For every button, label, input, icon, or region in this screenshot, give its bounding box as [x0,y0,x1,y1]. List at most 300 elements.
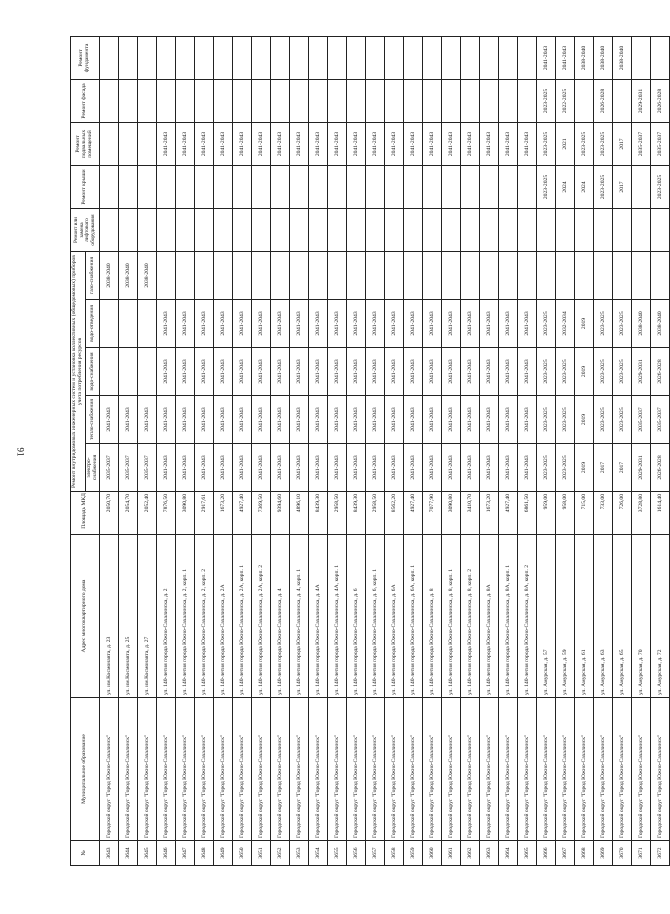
cell-foundation [138,37,157,80]
cell-basement: 2023-2025 [575,123,594,166]
table-row [271,37,290,866]
cell-address: ул. Амурская, д. 70 [632,535,651,698]
cell-num: 3651 [252,841,271,866]
cell-address: ул. им.Космонавта, д. 27 [138,535,157,698]
cell-drain: 2041-2043 [271,300,290,348]
cell-roof [518,166,537,209]
header-num: № [71,841,100,866]
cell-area: 7077,90 [423,492,442,535]
cell-electro: 2041-2043 [366,444,385,492]
cell-foundation: 2041-2043 [556,37,575,80]
cell-municipality: Городской округ "Город Южно-Сахалинск" [138,698,157,841]
cell-address: ул. Амурская, д. 57 [537,535,556,698]
cell-roof [385,166,404,209]
cell-drain [138,300,157,348]
cell-area: 958,00 [556,492,575,535]
cell-facade [404,80,423,123]
cell-facade [575,80,594,123]
cell-num: 3660 [423,841,442,866]
cell-address: ул. 140-летия города Южно-Сахалинска, д. 4, корп. 1 [290,535,309,698]
table-row [157,37,176,866]
cell-basement: 2035-2037 [651,123,670,166]
cell-water: 2041-2043 [328,348,347,396]
table-row [119,37,138,866]
cell-basement: 2041-2043 [309,123,328,166]
cell-gas [461,252,480,300]
cell-municipality: Городской округ "Город Южно-Сахалинск" [480,698,499,841]
cell-roof: 2023-2025 [594,166,613,209]
cell-facade [290,80,309,123]
cell-foundation [423,37,442,80]
table-row [309,37,328,866]
cell-facade [480,80,499,123]
cell-address: ул. 140-летия города Южно-Сахалинска, д. 2, корп. 2 [195,535,214,698]
cell-basement: 2041-2043 [423,123,442,166]
cell-roof [290,166,309,209]
cell-area: 2052,40 [138,492,157,535]
cell-elevator [366,209,385,252]
cell-address: ул. 140-летия города Южно-Сахалинска, д. 4 [271,535,290,698]
cell-facade [518,80,537,123]
cell-municipality: Городской округ "Город Южно-Сахалинск" [632,698,651,841]
cell-basement: 2041-2043 [518,123,537,166]
cell-elevator [651,209,670,252]
cell-address: ул. 140-летия города Южно-Сахалинска, д. 8, корп. 1 [442,535,461,698]
header-foundation: Ремонт фундамента [71,37,100,80]
cell-drain [100,300,119,348]
cell-facade [328,80,347,123]
cell-elevator [195,209,214,252]
cell-elevator [157,209,176,252]
cell-foundation: 2038-2040 [594,37,613,80]
cell-heat: 2041-2043 [328,396,347,444]
cell-facade [233,80,252,123]
cell-heat: 2041-2043 [385,396,404,444]
cell-roof [252,166,271,209]
cell-drain: 2019 [575,300,594,348]
cell-municipality: Городской округ "Город Южно-Сахалинск" [176,698,195,841]
cell-gas: 2038-2040 [100,252,119,300]
table-row [347,37,366,866]
cell-basement [138,123,157,166]
cell-num: 3671 [632,841,651,866]
cell-facade [461,80,480,123]
cell-municipality: Городской округ "Город Южно-Сахалинск" [233,698,252,841]
cell-area: 7369,50 [252,492,271,535]
page-number: 91 [15,447,26,457]
cell-roof: 2023-2025 [537,166,556,209]
cell-municipality: Городской округ "Город Южно-Сахалинск" [594,698,613,841]
table-row [613,37,632,866]
cell-facade: 2026-2028 [594,80,613,123]
cell-foundation: 2038-2040 [613,37,632,80]
table-row [632,37,651,866]
cell-num: 3665 [518,841,537,866]
table-row [499,37,518,866]
cell-municipality: Городской округ "Город Южно-Сахалинск" [309,698,328,841]
cell-address: ул. 140-летия города Южно-Сахалинска, д. 8А, корп. 2 [518,535,537,698]
cell-facade [195,80,214,123]
cell-num: 3657 [366,841,385,866]
cell-address: ул. Амурская, д. 65 [613,535,632,698]
cell-gas [556,252,575,300]
cell-roof [461,166,480,209]
cell-heat: 2041-2043 [461,396,480,444]
cell-elevator [499,209,518,252]
cell-drain: 2041-2043 [461,300,480,348]
cell-heat: 2023-2025 [537,396,556,444]
cell-foundation [347,37,366,80]
cell-heat: 2023-2025 [613,396,632,444]
cell-electro: 2041-2043 [309,444,328,492]
cell-electro: 2035-2037 [119,444,138,492]
table-row [518,37,537,866]
cell-roof [100,166,119,209]
cell-elevator [575,209,594,252]
table-row [651,37,670,866]
cell-elevator [233,209,252,252]
table-row [100,37,119,866]
cell-water [100,348,119,396]
cell-municipality: Городской округ "Город Южно-Сахалинск" [461,698,480,841]
cell-area: 4927,40 [233,492,252,535]
cell-elevator [632,209,651,252]
cell-electro: 2041-2043 [461,444,480,492]
cell-heat: 2041-2043 [347,396,366,444]
cell-water: 2023-2025 [594,348,613,396]
cell-municipality: Городской округ "Город Южно-Сахалинск" [499,698,518,841]
table-row [366,37,385,866]
cell-area: 8562,20 [385,492,404,535]
cell-area: 2054,70 [119,492,138,535]
cell-water: 2041-2043 [271,348,290,396]
header-area: Площадь МКД [71,492,100,535]
cell-municipality: Городской округ "Город Южно-Сахалинск" [157,698,176,841]
cell-facade [271,80,290,123]
cell-basement: 2041-2043 [176,123,195,166]
cell-foundation: 2038-2040 [575,37,594,80]
cell-gas [157,252,176,300]
cell-roof [632,166,651,209]
cell-num: 3663 [480,841,499,866]
cell-num: 3656 [347,841,366,866]
cell-num: 3649 [214,841,233,866]
cell-basement: 2041-2043 [385,123,404,166]
cell-drain: 2032-2034 [556,300,575,348]
cell-num: 3645 [138,841,157,866]
cell-area: 4927,40 [404,492,423,535]
cell-gas [347,252,366,300]
cell-drain: 2038-2040 [632,300,651,348]
cell-address: ул. Амурская, д. 63 [594,535,613,698]
table-row [214,37,233,866]
cell-foundation [499,37,518,80]
cell-num: 3659 [404,841,423,866]
cell-electro: 2041-2043 [480,444,499,492]
cell-drain: 2041-2043 [290,300,309,348]
header-drain: водо-отведения [85,300,100,348]
cell-water: 2029-2031 [632,348,651,396]
cell-num: 3644 [119,841,138,866]
cell-roof: 2024 [575,166,594,209]
cell-gas [423,252,442,300]
cell-municipality: Городской округ "Город Южно-Сахалинск" [119,698,138,841]
table-row [290,37,309,866]
cell-roof [138,166,157,209]
cell-drain: 2041-2043 [347,300,366,348]
cell-drain: 2041-2043 [214,300,233,348]
cell-drain: 2023-2025 [613,300,632,348]
cell-area: 4896,10 [290,492,309,535]
cell-basement [119,123,138,166]
cell-electro: 2041-2043 [271,444,290,492]
cell-roof [176,166,195,209]
cell-roof: 2017 [613,166,632,209]
cell-water [119,348,138,396]
cell-facade [613,80,632,123]
cell-municipality: Городской округ "Город Южно-Сахалинск" [195,698,214,841]
cell-heat: 2035-2037 [651,396,670,444]
cell-water: 2041-2043 [366,348,385,396]
cell-elevator [518,209,537,252]
table-row [404,37,423,866]
cell-drain: 2041-2043 [442,300,461,348]
cell-foundation [309,37,328,80]
cell-municipality: Городской округ "Город Южно-Сахалинск" [404,698,423,841]
cell-basement: 2041-2043 [252,123,271,166]
cell-drain: 2041-2043 [480,300,499,348]
cell-municipality: Городской округ "Город Южно-Сахалинск" [442,698,461,841]
cell-elevator [138,209,157,252]
cell-foundation [176,37,195,80]
cell-elevator [214,209,233,252]
cell-elevator [347,209,366,252]
cell-area: 3728,80 [632,492,651,535]
cell-num: 3661 [442,841,461,866]
cell-address: ул. 140-летия города Южно-Сахалинска, д. 6 [347,535,366,698]
cell-elevator [176,209,195,252]
cell-drain: 2041-2043 [366,300,385,348]
cell-basement [100,123,119,166]
cell-address: ул. 140-летия города Южно-Сахалинска, д. 2, корп. 1 [176,535,195,698]
cell-municipality: Городской округ "Город Южно-Сахалинск" [575,698,594,841]
header-address: Адрес многоквартирного дома [71,535,100,698]
cell-heat: 2041-2043 [366,396,385,444]
cell-area: 1673,20 [480,492,499,535]
cell-num: 3650 [233,841,252,866]
header-group: Ремонт внутридомовых инженерных систем и установка коллективных (общедомовых) приборов учета потребления ресурсов [71,252,86,492]
cell-num: 3666 [537,841,556,866]
cell-roof [328,166,347,209]
cell-facade [442,80,461,123]
cell-facade [423,80,442,123]
cell-elevator [423,209,442,252]
cell-gas [233,252,252,300]
cell-basement: 2041-2043 [328,123,347,166]
cell-address: ул. 140-летия города Южно-Сахалинска, д. 8А [480,535,499,698]
cell-electro: 2041-2043 [385,444,404,492]
cell-heat: 2041-2043 [100,396,119,444]
cell-facade [366,80,385,123]
cell-area: 2958,50 [366,492,385,535]
cell-municipality: Городской округ "Город Южно-Сахалинск" [613,698,632,841]
cell-area: 726,00 [613,492,632,535]
cell-electro: 2041-2043 [442,444,461,492]
cell-roof [309,166,328,209]
cell-area: 8439,30 [309,492,328,535]
cell-elevator [271,209,290,252]
cell-water: 2041-2043 [442,348,461,396]
cell-area: 1673,20 [214,492,233,535]
cell-drain: 2041-2043 [176,300,195,348]
cell-drain: 2041-2043 [157,300,176,348]
rotated-page [70,36,663,866]
cell-drain: 2038-2040 [651,300,670,348]
cell-heat: 2041-2043 [214,396,233,444]
cell-foundation [480,37,499,80]
cell-num: 3655 [328,841,347,866]
cell-facade: 2029-2031 [632,80,651,123]
cell-area: 7876,50 [157,492,176,535]
cell-address: ул. Амурская, д. 72 [651,535,670,698]
table-row [252,37,271,866]
cell-elevator [461,209,480,252]
cell-drain: 2041-2043 [404,300,423,348]
cell-water: 2023-2025 [537,348,556,396]
cell-foundation [385,37,404,80]
table-row [461,37,480,866]
cell-area: 4927,40 [499,492,518,535]
header-municipality: Муниципальное образование [71,698,100,841]
cell-roof [480,166,499,209]
cell-facade: 2023-2025 [537,80,556,123]
cell-address: ул. 140-летия города Южно-Сахалинска, д. 6А, корп. 1 [404,535,423,698]
cell-basement: 2041-2043 [271,123,290,166]
cell-area: 8439,30 [347,492,366,535]
cell-roof [119,166,138,209]
table-row [423,37,442,866]
cell-roof [423,166,442,209]
cell-municipality: Городской округ "Город Южно-Сахалинск" [290,698,309,841]
cell-elevator [594,209,613,252]
cell-electro: 2017 [613,444,632,492]
cell-roof [271,166,290,209]
cell-water: 2041-2043 [404,348,423,396]
cell-water: 2041-2043 [214,348,233,396]
cell-num: 3653 [290,841,309,866]
table-row [328,37,347,866]
cell-electro: 2041-2043 [518,444,537,492]
cell-municipality: Городской округ "Город Южно-Сахалинск" [271,698,290,841]
cell-basement: 2035-2037 [632,123,651,166]
table-row [594,37,613,866]
cell-municipality: Городской округ "Город Южно-Сахалинск" [214,698,233,841]
cell-foundation [632,37,651,80]
cell-foundation [366,37,385,80]
cell-facade [385,80,404,123]
cell-water: 2041-2043 [252,348,271,396]
cell-water: 2026-2028 [651,348,670,396]
cell-area: 959,00 [537,492,556,535]
cell-gas [385,252,404,300]
cell-foundation [328,37,347,80]
cell-water: 2041-2043 [518,348,537,396]
cell-roof [233,166,252,209]
header-facade: Ремонт фасада [71,80,100,123]
cell-heat: 2041-2043 [404,396,423,444]
cell-elevator [252,209,271,252]
cell-foundation [290,37,309,80]
cell-basement: 2041-2043 [290,123,309,166]
cell-heat: 2041-2043 [157,396,176,444]
cell-water: 2041-2043 [290,348,309,396]
cell-area: 2958,50 [328,492,347,535]
table-row [195,37,214,866]
cell-water: 2041-2043 [157,348,176,396]
cell-basement: 2041-2043 [157,123,176,166]
cell-heat: 2041-2043 [176,396,195,444]
cell-address: ул. 140-летия города Южно-Сахалинска, д. 4А [309,535,328,698]
cell-address: ул. 140-летия города Южно-Сахалинска, д. 6, корп. 1 [366,535,385,698]
cell-address: ул. 140-летия города Южно-Сахалинска, д. 4А, корп. 1 [328,535,347,698]
cell-heat: 2041-2043 [442,396,461,444]
cell-drain: 2041-2043 [423,300,442,348]
cell-municipality: Городской округ "Город Южно-Сахалинск" [423,698,442,841]
cell-gas: 2038-2040 [119,252,138,300]
cell-municipality: Городской округ "Город Южно-Сахалинск" [100,698,119,841]
cell-electro: 2041-2043 [252,444,271,492]
cell-facade [347,80,366,123]
table-row [556,37,575,866]
cell-address: ул. им.Космонавта, д. 23 [100,535,119,698]
cell-gas [328,252,347,300]
cell-electro: 2035-2037 [138,444,157,492]
cell-gas [651,252,670,300]
cell-facade: 2026-2028 [651,80,670,123]
cell-drain: 2041-2043 [252,300,271,348]
cell-electro: 2035-2037 [100,444,119,492]
cell-municipality: Городской округ "Город Южно-Сахалинск" [328,698,347,841]
cell-address: ул. 140-летия города Южно-Сахалинска, д. 2 [157,535,176,698]
cell-num: 3668 [575,841,594,866]
cell-gas [442,252,461,300]
cell-water [138,348,157,396]
cell-address: ул. Амурская, д. 59 [556,535,575,698]
cell-heat: 2041-2043 [119,396,138,444]
cell-municipality: Городской округ "Город Южно-Сахалинск" [651,698,670,841]
cell-roof [404,166,423,209]
cell-electro: 2041-2043 [195,444,214,492]
cell-roof [195,166,214,209]
cell-electro: 2041-2043 [214,444,233,492]
cell-water: 2041-2043 [176,348,195,396]
cell-basement: 2041-2043 [461,123,480,166]
cell-elevator [309,209,328,252]
cell-basement: 2041-2043 [347,123,366,166]
cell-area: 1614,40 [651,492,670,535]
cell-electro: 2023-2025 [556,444,575,492]
cell-water: 2023-2025 [613,348,632,396]
cell-foundation [214,37,233,80]
cell-heat: 2041-2043 [499,396,518,444]
cell-water: 2019 [575,348,594,396]
cell-elevator [537,209,556,252]
cell-municipality: Городской округ "Город Южно-Сахалинск" [556,698,575,841]
cell-facade [100,80,119,123]
cell-address: ул. 140-летия города Южно-Сахалинска, д. 2А [214,535,233,698]
cell-gas [271,252,290,300]
cell-area: 9394,60 [271,492,290,535]
